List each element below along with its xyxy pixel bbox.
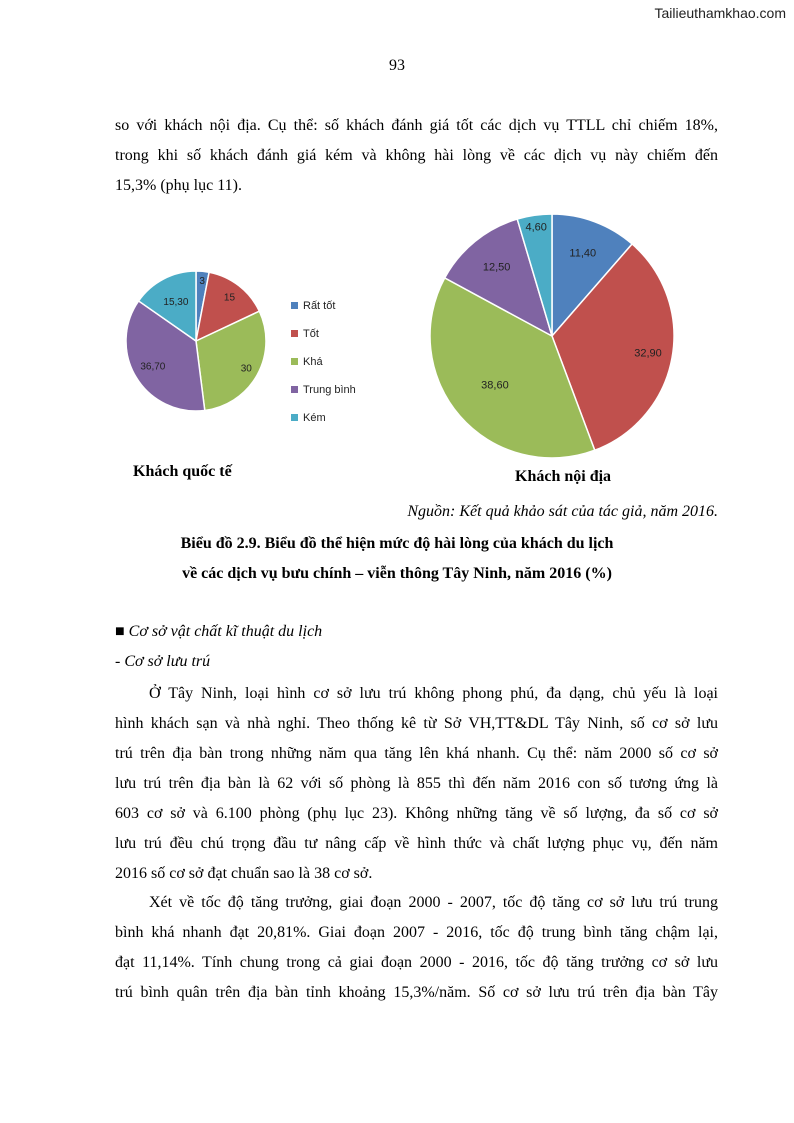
- pie2-data-label: 38,60: [481, 379, 509, 392]
- chart-title-international: Khách quốc tế: [133, 463, 232, 480]
- legend-label: Khá: [303, 355, 323, 368]
- pie1-data-label: 15,30: [163, 297, 189, 309]
- legend-label: Tốt: [303, 327, 319, 340]
- paragraph-line: 603 cơ sở và 6.100 phòng (phụ lục 23). Không những tăng về số lượng, đa số cơ sở: [115, 805, 718, 822]
- paragraph-line: trú trên địa bàn trong những năm qua tăng lên khá nhanh. Cụ thể: năm 2000 số cơ sở: [115, 745, 718, 762]
- pie1-data-label: 30: [240, 363, 252, 375]
- pie1-data-label: 3: [199, 275, 205, 287]
- pie-charts-figure: [0, 200, 794, 500]
- legend-swatch: [291, 386, 298, 393]
- chart-title-domestic: Khách nội địa: [515, 468, 612, 485]
- legend-swatch: [291, 414, 298, 421]
- paragraph-line: hình khách sạn và nhà nghỉ. Theo thống kê từ Sở VH,TT&DL Tây Ninh, số cơ sở lưu: [115, 715, 718, 732]
- pie1-data-label: 15: [223, 292, 236, 304]
- paragraph-line: bình khá nhanh đạt 20,81%. Giai đoạn 2007 - 2016, tốc độ trung bình tăng chậm lại,: [115, 924, 718, 941]
- chart-legend: [291, 300, 356, 424]
- paragraph-line: 2016 số cơ sở đạt chuẩn sao là 38 cơ sở.: [115, 865, 373, 882]
- legend-swatch: [291, 330, 298, 337]
- section-heading: ■ Cơ sở vật chất kĩ thuật du lịch: [115, 623, 323, 640]
- paragraph-line: Ở Tây Ninh, loại hình cơ sở lưu trú không phong phú, đa dạng, chủ yếu là loại: [149, 685, 718, 702]
- figure-caption-line-1: Biểu đồ 2.9. Biểu đồ thể hiện mức độ hài lòng của khách du lịch: [180, 535, 614, 552]
- legend-swatch: [291, 302, 298, 309]
- figure-caption-line-2: về các dịch vụ bưu chính – viễn thông Tây Ninh, năm 2016 (%): [182, 565, 612, 582]
- legend-label: Trung bình: [303, 383, 356, 396]
- intro-line: so với khách nội địa. Cụ thể: số khách đánh giá tốt các dịch vụ TTLL chỉ chiếm 18%,: [115, 117, 718, 134]
- paragraph-line: đạt 11,14%. Tính chung trong cả giai đoạn 2000 - 2016, tốc độ tăng trưởng cơ sở lưu: [115, 954, 718, 971]
- pie1-data-label: 36,70: [140, 361, 166, 373]
- pie-chart-domestic: [430, 214, 674, 458]
- source-note: Nguồn: Kết quả khảo sát của tác giả, năm 2016.: [407, 503, 718, 520]
- pie2-data-label: 4,60: [525, 221, 547, 234]
- pie2-data-label: 12,50: [482, 261, 511, 274]
- pie-chart-international: [126, 271, 266, 411]
- intro-line: 15,3% (phụ lục 11).: [115, 177, 242, 194]
- paragraph-line: lưu trú đều chú trọng đầu tư nâng cấp về hình thức và chất lượng phục vụ, đến năm: [115, 835, 718, 852]
- watermark: Tailieuthamkhao.com: [654, 5, 786, 21]
- paragraph-line: Xét về tốc độ tăng trưởng, giai đoạn 2000 - 2007, tốc độ tăng cơ sở lưu trú trung: [149, 894, 718, 911]
- paragraph-line: trú bình quân trên địa bàn tỉnh khoảng 15,3%/năm. Số cơ sở lưu trú trên địa bàn Tây: [115, 984, 718, 1001]
- legend-label: Rất tốt: [303, 299, 336, 312]
- page-number: 93: [389, 57, 405, 74]
- paragraph-line: lưu trú trên địa bàn là 62 với số phòng là 855 thì đến năm 2016 con số tương ứng là: [115, 775, 718, 792]
- intro-line: trong khi số khách đánh giá kém và không hài lòng về các dịch vụ này chiếm đến: [115, 147, 718, 164]
- pie2-data-label: 32,90: [634, 347, 662, 360]
- legend-label: Kém: [303, 411, 326, 424]
- pie2-data-label: 11,40: [569, 247, 597, 260]
- legend-swatch: [291, 358, 298, 365]
- subsection-heading: - Cơ sở lưu trú: [115, 653, 211, 670]
